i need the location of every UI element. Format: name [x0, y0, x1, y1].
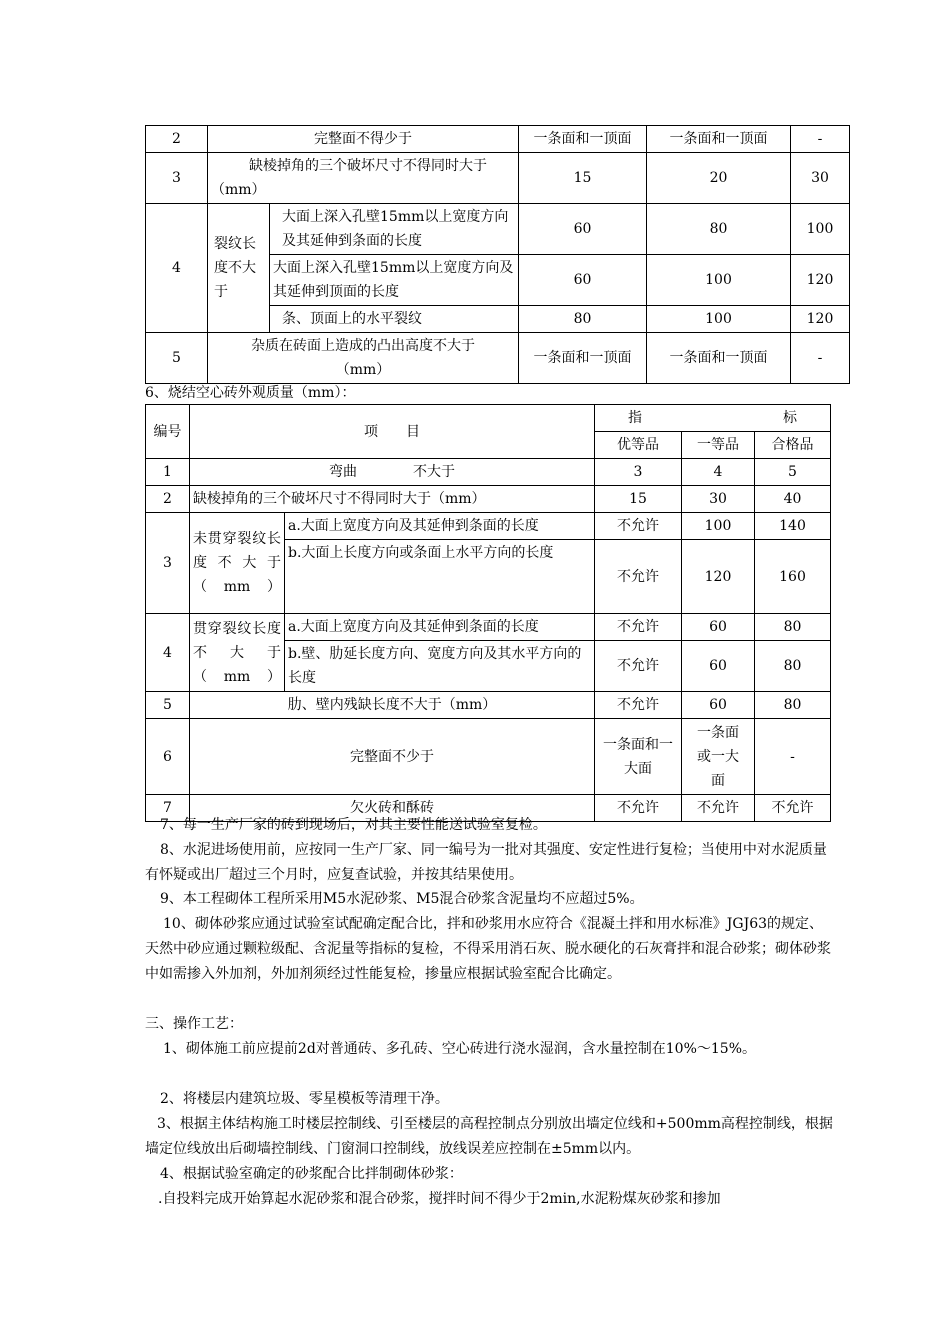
- step-4-detail: .自投料完成开始算起水泥砂浆和混合砂浆，搅拌时间不得少于2min,水泥粉煤灰砂浆和掺加: [158, 1191, 721, 1207]
- value-cell: 不允许: [682, 795, 755, 822]
- step-3: 3、根据主体结构施工时楼层控制线、引至楼层的高程控制点分别放出墙定位线和+500mm高程控制线，根据墙定位线放出后砌墙控制线、门窗洞口控制线，放线误差应控制在±5mm以内。: [145, 1116, 833, 1157]
- value-cell: 80: [755, 614, 831, 641]
- header-number: 编号: [146, 405, 190, 459]
- row-number: 2: [146, 126, 208, 153]
- value-cell: 不允许: [595, 692, 682, 719]
- item-cell: 杂质在砖面上造成的凸出高度不大于（mm）: [208, 333, 519, 384]
- table-row: [146, 204, 850, 255]
- value-cell: 80: [647, 204, 791, 255]
- paragraph-10: 10、砌体砂浆应通过试验室试配确定配合比，拌和砂浆用水应符合《混凝土拌和用水标准》JGJ63的规定、天然中砂应通过颗粒级配、含泥量等指标的复检，不得采用消石灰、脱水硬化的石灰膏拌和混合砂浆；砌体砂浆中如需掺入外加剂，外加剂须经过性能复检，掺量应根据试验室配合比确定。: [145, 916, 831, 982]
- table-row: [146, 719, 831, 795]
- step-2: 2、将楼层内建筑垃圾、零星模板等清理干净。: [160, 1091, 449, 1107]
- item-cell: a.大面上宽度方向及其延伸到条面的长度: [285, 513, 595, 540]
- item-cell: 大面上深入孔壁15mm以上宽度方向及其延伸到顶面的长度: [270, 255, 519, 306]
- group-label: 裂纹长度不大于: [208, 204, 270, 333]
- value-cell: 一条面或一大面: [682, 719, 755, 795]
- value-cell: -: [791, 126, 850, 153]
- section-heading: 三、操作工艺：: [145, 1016, 243, 1032]
- table-header-row: [146, 405, 831, 432]
- value-cell: 80: [755, 641, 831, 692]
- value-cell: 100: [647, 306, 791, 333]
- row-number: 2: [146, 486, 190, 513]
- header-index-right: 标: [783, 410, 798, 426]
- item-cell: b.大面上长度方向或条面上水平方向的长度: [285, 540, 595, 614]
- table-row: [146, 153, 850, 204]
- row-number: 7: [146, 795, 190, 822]
- row-number: 4: [146, 614, 190, 692]
- value-cell: 80: [519, 306, 647, 333]
- value-cell: 100: [647, 255, 791, 306]
- row-number: 5: [146, 333, 208, 384]
- step-4: 4、根据试验室确定的砂浆配合比拌制砌体砂浆：: [160, 1166, 463, 1182]
- value-cell: 不允许: [595, 540, 682, 614]
- value-cell: 15: [595, 486, 682, 513]
- table-row: [146, 513, 831, 540]
- value-cell: 不允许: [755, 795, 831, 822]
- value-cell: 20: [647, 153, 791, 204]
- value-cell: 一条面和一顶面: [647, 333, 791, 384]
- item-cell: 完整面不得少于: [208, 126, 519, 153]
- value-cell: 15: [519, 153, 647, 204]
- item-cell: 条、顶面上的水平裂纹: [270, 306, 519, 333]
- step-1: 1、砌体施工前应提前2d对普通砖、多孔砖、空心砖进行浇水湿润，含水量控制在10%～15%。: [163, 1041, 757, 1057]
- item-cell: 弯曲 不大于: [190, 459, 595, 486]
- value-cell: 4: [682, 459, 755, 486]
- value-cell: 一条面和一顶面: [519, 126, 647, 153]
- item-cell: 大面上深入孔壁15mm以上宽度方向及其延伸到条面的长度: [270, 204, 519, 255]
- paragraph-9: 9、本工程砌体工程所采用M5水泥砂浆、M5混合砂浆含泥量均不应超过5%。: [160, 891, 644, 907]
- value-cell: 一条面和一顶面: [647, 126, 791, 153]
- row-number: 3: [146, 513, 190, 614]
- paragraph-7: 7、每一生产厂家的砖到现场后，对其主要性能送试验室复检。: [160, 817, 547, 833]
- value-cell: 40: [755, 486, 831, 513]
- item-cell: 欠火砖和酥砖: [190, 795, 595, 822]
- group-label: 贯穿裂纹长度不大于（mm）: [190, 614, 285, 692]
- item-cell: a.大面上宽度方向及其延伸到条面的长度: [285, 614, 595, 641]
- table-row: [146, 692, 831, 719]
- value-cell: 30: [682, 486, 755, 513]
- value-cell: 不允许: [595, 513, 682, 540]
- value-cell: 一条面和一顶面: [519, 333, 647, 384]
- table-row: [146, 614, 831, 641]
- item-cell: 完整面不少于: [190, 719, 595, 795]
- value-cell: 一条面和一大面: [595, 719, 682, 795]
- value-cell: 不允许: [595, 641, 682, 692]
- row-number: 5: [146, 692, 190, 719]
- value-cell: 160: [755, 540, 831, 614]
- item-cell: 缺棱掉角的三个破坏尺寸不得同时大于（mm）: [208, 153, 519, 204]
- value-cell: 不允许: [595, 614, 682, 641]
- row-number: 6: [146, 719, 190, 795]
- value-cell: 5: [755, 459, 831, 486]
- hollow-brick-quality-table: [145, 404, 831, 822]
- table-caption: 6、烧结空心砖外观质量（mm）：: [145, 385, 356, 401]
- value-cell: 80: [755, 692, 831, 719]
- value-cell: 60: [519, 255, 647, 306]
- value-cell: 60: [682, 614, 755, 641]
- header-grade: 合格品: [755, 432, 831, 459]
- value-cell: 60: [519, 204, 647, 255]
- value-cell: 60: [682, 692, 755, 719]
- value-cell: 30: [791, 153, 850, 204]
- row-number: 4: [146, 204, 208, 333]
- table-row: [146, 333, 850, 384]
- group-label: 未贯穿裂纹长度不大于（mm）: [190, 513, 285, 614]
- brick-quality-table-continued: [145, 125, 850, 384]
- table-row: [146, 486, 831, 513]
- value-cell: -: [791, 333, 850, 384]
- value-cell: 120: [791, 306, 850, 333]
- value-cell: 120: [682, 540, 755, 614]
- header-grade: 一等品: [682, 432, 755, 459]
- value-cell: 100: [791, 204, 850, 255]
- table-row: [146, 126, 850, 153]
- item-cell: 肋、壁内残缺长度不大于（mm）: [190, 692, 595, 719]
- header-grade: 优等品: [595, 432, 682, 459]
- value-cell: 140: [755, 513, 831, 540]
- value-cell: 100: [682, 513, 755, 540]
- row-number: 1: [146, 459, 190, 486]
- header-item: 项 目: [190, 405, 595, 459]
- table-row: [146, 459, 831, 486]
- header-index: [595, 405, 831, 432]
- value-cell: 120: [791, 255, 850, 306]
- paragraph-8: 8、水泥进场使用前，应按同一生产厂家、同一编号为一批对其强度、安定性进行复检；当使用中对水泥质量有怀疑或出厂超过三个月时，应复查试验，并按其结果使用。: [145, 842, 827, 883]
- value-cell: 3: [595, 459, 682, 486]
- value-cell: 60: [682, 641, 755, 692]
- item-cell: 缺棱掉角的三个破坏尺寸不得同时大于（mm）: [190, 486, 595, 513]
- value-cell: -: [755, 719, 831, 795]
- value-cell: 不允许: [595, 795, 682, 822]
- header-index-left: 指: [628, 410, 642, 426]
- row-number: 3: [146, 153, 208, 204]
- item-cell: b.壁、肋延长度方向、宽度方向及其水平方向的长度: [285, 641, 595, 692]
